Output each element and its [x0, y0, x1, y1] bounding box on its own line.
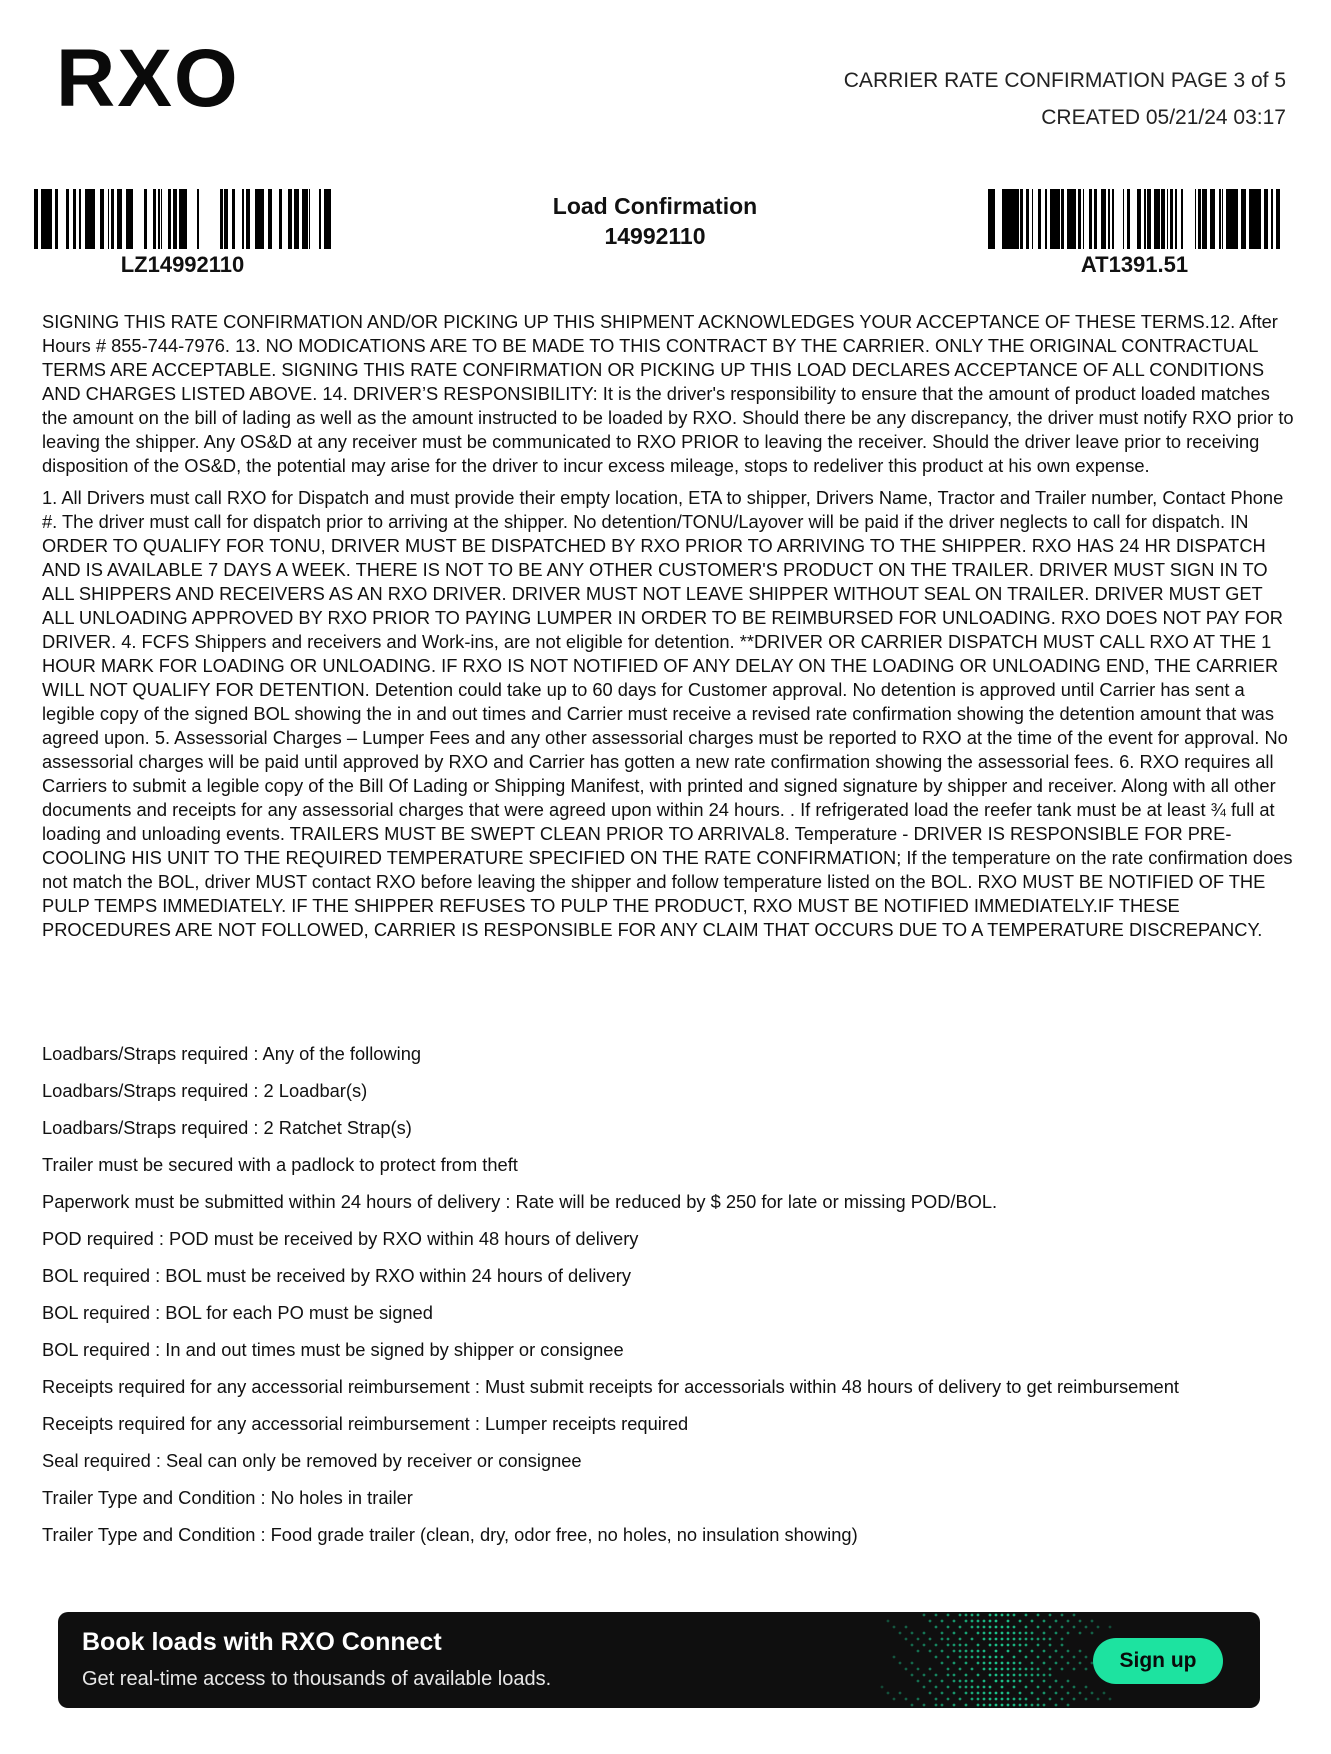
logo-text: RXO	[56, 38, 240, 116]
requirement-item: Loadbars/Straps required : 2 Ratchet Strap(s)	[42, 1117, 412, 1138]
barcode-right	[986, 189, 1283, 249]
requirement-item: BOL required : BOL for each PO must be signed	[42, 1302, 433, 1323]
document-header	[844, 62, 1286, 136]
dot-pattern-decoration	[878, 1612, 1118, 1708]
barcode-left-caption: LZ14992110	[120, 252, 245, 277]
requirement-item: Loadbars/Straps required : 2 Loadbar(s)	[42, 1080, 368, 1101]
requirement-item: Trailer must be secured with a padlock to protect from theft	[42, 1154, 518, 1175]
load-number: 14992110	[604, 223, 706, 249]
barcode-left-block	[34, 189, 331, 278]
requirement-item: Loadbars/Straps required : Any of the following	[42, 1043, 422, 1064]
barcode-right-block	[986, 189, 1283, 278]
banner-subtitle: Get real-time access to thousands of available loads.	[82, 1668, 552, 1690]
terms-section	[42, 310, 1294, 950]
requirement-item: Seal required : Seal can only be removed by receiver or consignee	[42, 1450, 582, 1471]
banner-title: Book loads with RXO Connect	[82, 1628, 442, 1656]
terms-paragraph: 1. All Drivers must call RXO for Dispatch and must provide their empty location, ETA to shipper, Drivers Name, Tractor and Trailer number, Contact Phone #. The driver must call for dispatch prior to arriving at the shipper. No detention/TONU/Layover will be paid if the driver neglects to call for dispatch. IN ORDER TO QUALIFY FOR TONU, DRIVER MUST BE DISPATCHED BY RXO PRIOR TO ARRIVING TO THE SHIPPER. RXO HAS 24 HR DISPATCH AND IS AVAILABLE 7 DAYS A WEEK. THERE IS NOT TO BE ANY OTHER CUSTOMER'S PRODUCT ON THE TRAILER. DRIVER MUST SIGN IN TO ALL SHIPPERS AND RECEIVERS AS AN RXO DRIVER. DRIVER MUST NOT LEAVE SHIPPER WITHOUT SEAL ON TRAILER. DRIVER MUST GET ALL UNLOADING APPROVED BY RXO PRIOR TO PAYING LUMPER IN ORDER TO BE REIMBURSED FOR UNLOADING. RXO DOES NOT PAY FOR DRIVER. 4. FCFS Shippers and receivers and Work-ins, are not eligible for detention. **DRIVER OR CARRIER DISPATCH MUST CALL RXO AT THE 1 HOUR MARK FOR LOADING OR UNLOADING. IF RXO IS NOT NOTIFIED OF ANY DELAY ON THE LOADING OR UNLOADING END, THE CARRIER WILL NOT QUALIFY FOR DETENTION. Detention could take up to 60 days for Customer approval. No detention is approved until Carrier has sent a legible copy of the signed BOL showing the in and out times and Carrier must receive a revised rate confirmation showing the detention amount that was agreed upon. 5. Assessorial Charges – Lumper Fees and any other assessorial charges must be reported to RXO at the time of the event for approval. No assessorial charges will be paid until approved by RXO and Carrier has gotten a new rate confirmation showing the assessorial fees. 6. RXO requires all Carriers to submit a legible copy of the Bill Of Lading or Shipping Manifest, with printed and signed signature by shipper and receiver. Along with all other documents and receipts for any assessorial charges that were agreed upon within 24 hours. . If refrigerated load the reefer tank must be at least ¾ full at loading and unloading events. TRAILERS MUST BE SWEPT CLEAN PRIOR TO ARRIVAL8. Temperature - DRIVER IS RESPONSIBLE FOR PRE-COOLING HIS UNIT TO THE REQUIRED TEMPERATURE SPECIFIED ON THE RATE CONFIRMATION; If the temperature on the rate confirmation does not match the BOL, driver MUST contact RXO before leaving the shipper and follow temperature listed on the BOL. RXO MUST BE NOTIFIED OF THE PULP TEMPS IMMEDIATELY. IF THE SHIPPER REFUSES TO PULP THE PRODUCT, RXO MUST BE NOTIFIED IMMEDIATELY.IF THESE PROCEDURES ARE NOT FOLLOWED, CARRIER IS RESPONSIBLE FOR ANY CLAIM THAT OCCURS DUE TO A TEMPERATURE DISCREPANCY.	[42, 487, 1293, 940]
barcode-left	[34, 189, 331, 249]
requirement-item: POD required : POD must be received by RXO within 48 hours of delivery	[42, 1228, 639, 1249]
document-title: CARRIER RATE CONFIRMATION PAGE 3 of 5	[843, 69, 1286, 92]
barcode-right-caption: AT1391.51	[1080, 252, 1189, 277]
terms-paragraph: SIGNING THIS RATE CONFIRMATION AND/OR PICKING UP THIS SHIPMENT ACKNOWLEDGES YOUR ACCEPTANCE OF THESE TERMS.12. After Hours # 855-744-7976. 13. NO MODICATIONS ARE TO BE MADE TO THIS CONTRACT BY THE CARRIER. ONLY THE ORIGINAL CONTRACTUAL TERMS ARE ACCEPTABLE. SIGNING THIS RATE CONFIRMATION OR PICKING UP THIS LOAD DECLARES ACCEPTANCE OF ALL CONDITIONS AND CHARGES LISTED ABOVE. 14. DRIVER’S RESPONSIBILITY: It is the driver's responsibility to ensure that the amount of product loaded matches the amount on the bill of lading as well as the amount instructed to be loaded by RXO. Should there be any discrepancy, the driver must notify RXO prior to leaving the shipper. Any OS&D at any receiver must be communicated to RXO PRIOR to leaving the receiver. Should the driver leave prior to receiving disposition of the OS&D, the potential may arise for the driver to incur excess mileage, stops to redeliver this product at his own expense.	[42, 311, 1294, 476]
requirement-item: Receipts required for any accessorial reimbursement : Must submit receipts for accessorials within 48 hours of delivery to get reimbursement	[42, 1376, 1179, 1397]
requirement-item: BOL required : BOL must be received by RXO within 24 hours of delivery	[42, 1265, 631, 1286]
requirement-item: Receipts required for any accessorial reimbursement : Lumper receipts required	[42, 1413, 689, 1434]
load-confirmation-heading	[440, 191, 870, 251]
rxo-logo	[56, 38, 256, 116]
requirement-item: Paperwork must be submitted within 24 hours of delivery : Rate will be reduced by $ 250 for late or missing POD/BOL.	[42, 1191, 998, 1212]
rxo-connect-banner	[58, 1612, 1260, 1708]
created-timestamp: CREATED 05/21/24 03:17	[1041, 106, 1286, 129]
load-title: Load Confirmation	[552, 193, 758, 219]
requirement-item: Trailer Type and Condition : Food grade trailer (clean, dry, odor free, no holes, no insulation showing)	[42, 1524, 858, 1545]
requirements-list	[42, 1042, 1294, 1560]
requirement-item: Trailer Type and Condition : No holes in trailer	[42, 1487, 413, 1508]
sign-up-button[interactable]: Sign up	[1093, 1638, 1223, 1684]
requirement-item: BOL required : In and out times must be signed by shipper or consignee	[42, 1339, 624, 1360]
